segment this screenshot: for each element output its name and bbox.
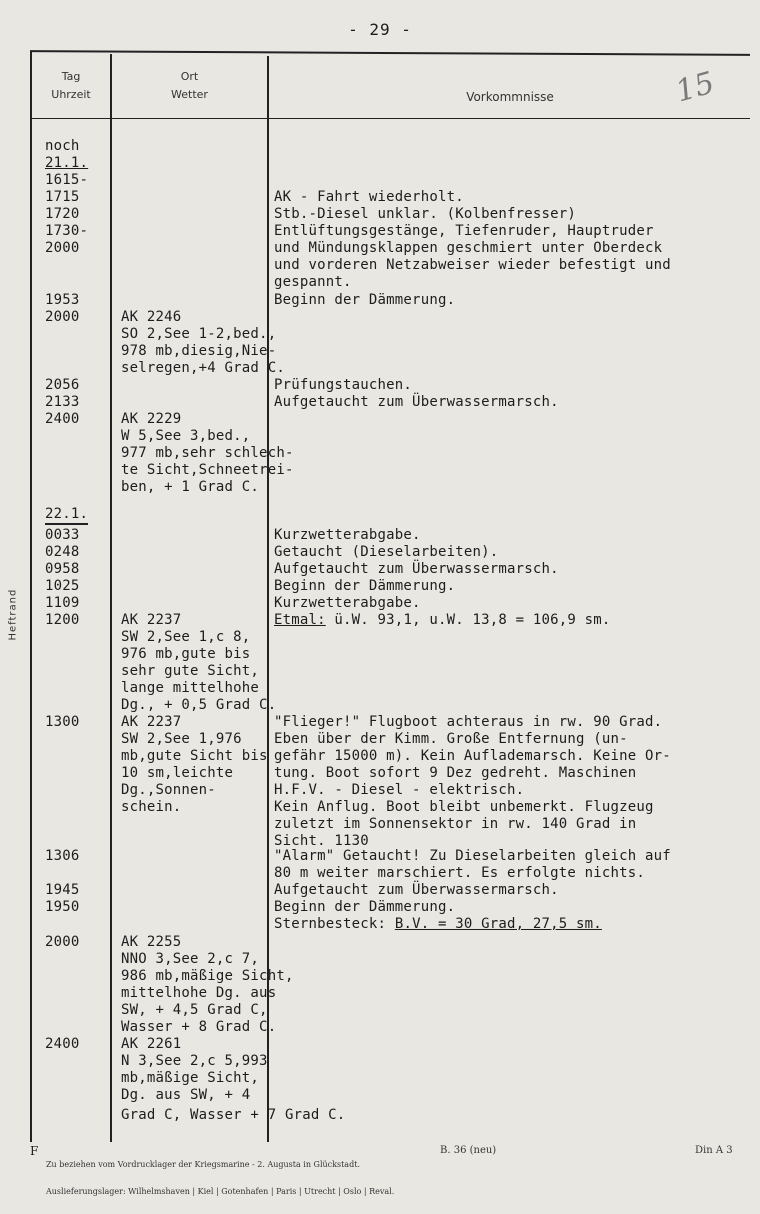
time-entry: 1306 — [45, 848, 80, 864]
time-entry: 1953 — [45, 292, 80, 308]
event-entry: Aufgetaucht zum Überwassermarsch. — [274, 882, 559, 898]
weather-line: schein. — [121, 799, 182, 815]
fix-value: B.V. = 30 Grad, 27,5 sm. — [394, 916, 602, 932]
weather-line: AK 2261 — [121, 1036, 182, 1052]
weather-line: SW 2,See 1,c 8, — [121, 629, 251, 645]
header-location-weather: Ort Wetter — [171, 70, 208, 101]
time-entry: 1300 — [45, 714, 80, 730]
pencil-annotation: 15 — [671, 65, 719, 110]
time-entry: 1025 — [45, 578, 80, 594]
event-line: zuletzt im Sonnensektor in rw. 140 Grad in — [274, 816, 637, 832]
weather-line: 10 sm,leichte — [121, 765, 234, 781]
weather-line: NNO 3,See 2,c 7, — [121, 951, 260, 967]
time-entry: 1950 — [45, 899, 80, 915]
time-entry: 2000 — [45, 240, 80, 256]
event-line: "Alarm" Getaucht! Zu Dieselarbeiten gleich auf — [274, 848, 671, 864]
event-line: gespannt. — [274, 274, 352, 290]
left-border — [30, 52, 32, 1142]
event-entry: Kurzwetterabgabe. — [274, 595, 421, 611]
time-entry: 1945 — [45, 882, 80, 898]
weather-line: SW 2,See 1,976 — [121, 731, 242, 747]
weather-line: sehr gute Sicht, — [121, 663, 260, 679]
time-entry: 1730- — [45, 223, 89, 239]
table-top-rule — [30, 50, 750, 56]
event-entry: Beginn der Dämmerung. — [274, 292, 456, 308]
time-entry: 2056 — [45, 377, 80, 393]
event-line: "Flieger!" Flugboot achteraus in rw. 90 Grad. — [274, 714, 663, 730]
weather-line: mb,mäßige Sicht, — [121, 1070, 260, 1086]
event-entry — [274, 612, 611, 629]
weather-line: Dg., + 0,5 Grad C. — [121, 697, 277, 713]
weather-line: 986 mb,mäßige Sicht, — [121, 968, 294, 984]
date-entry: 22.1. — [45, 506, 88, 525]
weather-line: mb,gute Sicht bis — [121, 748, 268, 764]
event-line: und Mündungsklappen geschmiert unter Oberdeck — [274, 240, 663, 256]
event-entry: Beginn der Dämmerung. — [274, 899, 456, 915]
footer-supplier: Zu beziehen vom Vordrucklager der Kriegsmarine - 2. Augusta in Glückstadt. Auslieferungslager: Wilhelmshaven | Kiel | Gotenhafen | Paris | Utrecht | Oslo | Reval. — [46, 1160, 395, 1196]
time-entry: 2000 — [45, 309, 80, 325]
time-entry: 1720 — [45, 206, 80, 222]
weather-line: AK 2246 — [121, 309, 182, 325]
event-line: 80 m weiter marschiert. Es erfolgte nichts. — [274, 865, 646, 881]
event-line: Kein Anflug. Boot bleibt unbemerkt. Flugzeug — [274, 799, 654, 815]
etmal-label: Etmal: — [274, 612, 326, 628]
weather-line: selregen,+4 Grad C. — [121, 360, 285, 376]
event-entry: Beginn der Dämmerung. — [274, 578, 456, 594]
time-entry: 0958 — [45, 561, 80, 577]
event-entry: Kurzwetterabgabe. — [274, 527, 421, 543]
event-line: Entlüftungsgestänge, Tiefenruder, Hauptruder — [274, 223, 654, 239]
event-entry: Stb.-Diesel unklar. (Kolbenfresser) — [274, 206, 577, 222]
date-entry: 21.1. — [45, 155, 89, 171]
footer-paper-size: Din A 3 — [695, 1145, 733, 1156]
event-entry: Aufgetaucht zum Überwassermarsch. — [274, 394, 559, 410]
time-entry: 2400 — [45, 411, 80, 427]
column-divider-1 — [110, 54, 112, 1142]
event-entry — [274, 916, 602, 933]
weather-line: 978 mb,diesig,Nie- — [121, 343, 277, 359]
weather-line: Wasser + 8 Grad C. — [121, 1019, 277, 1035]
weather-line: N 3,See 2,c 5,993 — [121, 1053, 268, 1069]
weather-line: AK 2237 — [121, 612, 182, 628]
weather-line: SW, + 4,5 Grad C, — [121, 1002, 268, 1018]
weather-line: AK 2237 — [121, 714, 182, 730]
time-entry: 1615- — [45, 172, 89, 188]
time-entry: 2400 — [45, 1036, 80, 1052]
etmal-value: ü.W. 93,1, u.W. 13,8 = 106,9 sm. — [325, 612, 611, 628]
weather-line: 976 mb,gute bis — [121, 646, 251, 662]
event-entry: Prüfungstauchen. — [274, 377, 413, 393]
weather-line: mittelhohe Dg. aus — [121, 985, 277, 1001]
margin-label: Heftrand — [7, 588, 19, 641]
header-events: Vorkommnisse — [466, 90, 554, 104]
weather-line: lange mittelhohe — [121, 680, 260, 696]
weather-line: AK 2229 — [121, 411, 182, 427]
event-entry: AK - Fahrt wiederholt. — [274, 189, 464, 205]
page-number: - 29 - — [348, 20, 412, 39]
event-line: Sicht. 1130 — [274, 833, 369, 849]
event-entry: Aufgetaucht zum Überwassermarsch. — [274, 561, 559, 577]
weather-line: ben, + 1 Grad C. — [121, 479, 260, 495]
event-line: Eben über der Kimm. Große Entfernung (un- — [274, 731, 628, 747]
weather-line: Grad C, Wasser + 7 Grad C. — [121, 1107, 346, 1123]
time-entry: 2000 — [45, 934, 80, 950]
event-line: gefähr 15000 m). Kein Auflademarsch. Keine Or- — [274, 748, 671, 764]
time-entry: 0248 — [45, 544, 80, 560]
fix-label: Sternbesteck: — [274, 916, 387, 932]
time-entry: 1200 — [45, 612, 80, 628]
event-line: H.F.V. - Diesel - elektrisch. — [274, 782, 525, 798]
weather-line: te Sicht,Schneetrei- — [121, 462, 294, 478]
time-entry: noch — [45, 138, 80, 154]
event-line: tung. Boot sofort 9 Dez gedreht. Maschinen — [274, 765, 637, 781]
time-entry: 1715 — [45, 189, 80, 205]
footer-form-number: B. 36 (neu) — [440, 1145, 497, 1156]
weather-line: SO 2,See 1-2,bed., — [121, 326, 277, 342]
weather-line: Dg.,Sonnen- — [121, 782, 216, 798]
event-entry: Getaucht (Dieselarbeiten). — [274, 544, 499, 560]
weather-line: W 5,See 3,bed., — [121, 428, 251, 444]
time-entry: 2133 — [45, 394, 80, 410]
header-bottom-rule — [30, 118, 750, 119]
footer-letter: F — [30, 1144, 39, 1158]
event-line: und vorderen Netzabweiser wieder befestigt und — [274, 257, 671, 273]
weather-line: AK 2255 — [121, 934, 182, 950]
time-entry: 0033 — [45, 527, 80, 543]
time-entry: 1109 — [45, 595, 80, 611]
weather-line: 977 mb,sehr schlech- — [121, 445, 294, 461]
header-date-time: Tag Uhrzeit — [51, 70, 91, 101]
weather-line: Dg. aus SW, + 4 — [121, 1087, 251, 1103]
